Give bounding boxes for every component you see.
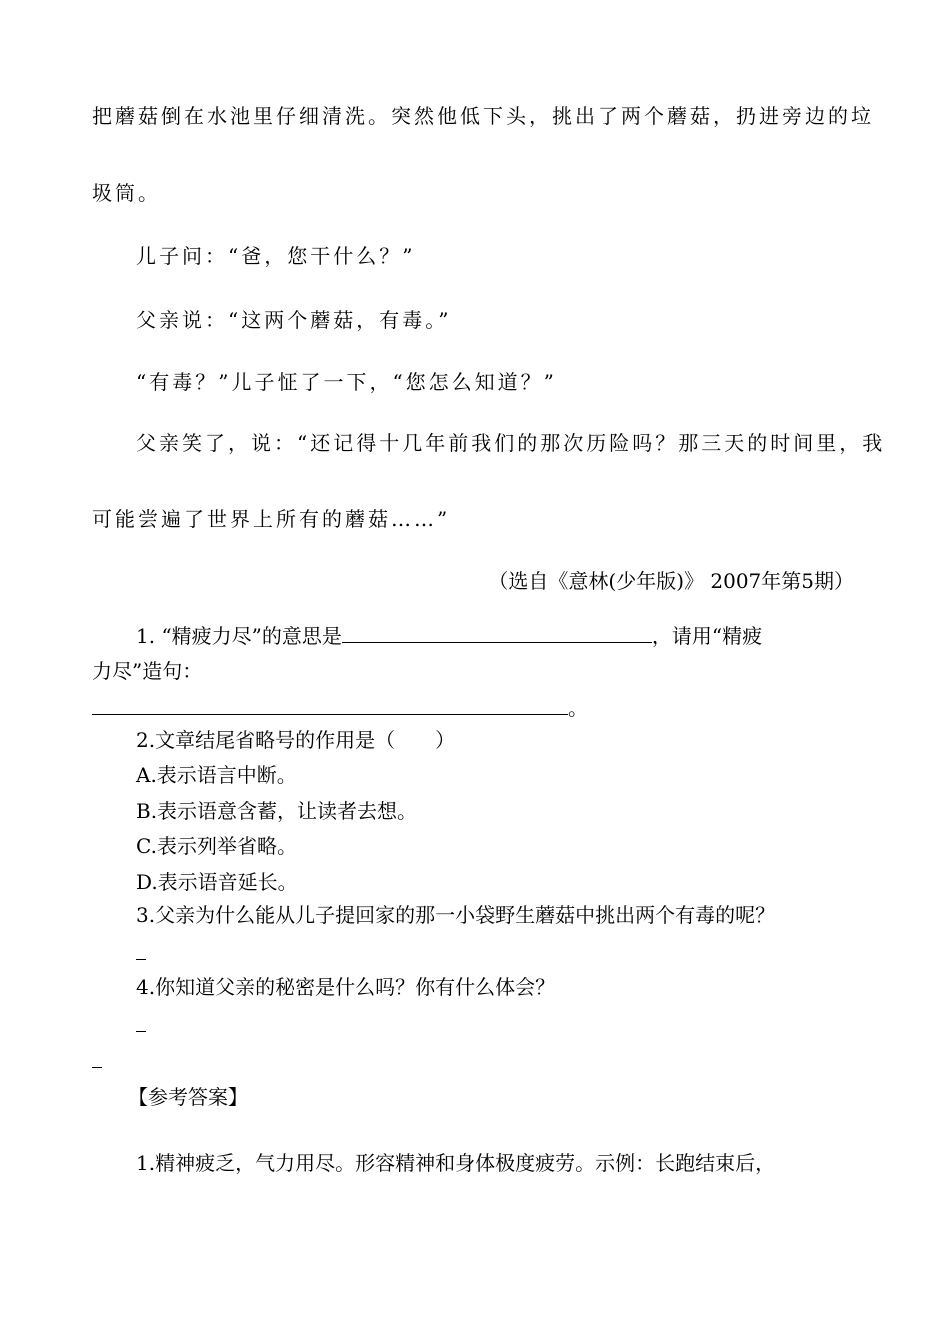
- question-1: [136, 620, 762, 651]
- question-1-continued: 力尽”造句：: [92, 659, 203, 683]
- story-line: 把蘑菇倒在水池里仔细清洗。突然他低下头，挑出了两个蘑菇，扔进旁边的垃: [92, 104, 874, 128]
- answer-blank[interactable]: [136, 1031, 146, 1032]
- answer-blank[interactable]: [342, 620, 652, 643]
- dialog-line: 儿子问：“爸，您干什么？”: [136, 244, 416, 268]
- story-line: 圾筒。: [92, 181, 161, 205]
- dialog-line: 可能尝遍了世界上所有的蘑菇……”: [92, 507, 451, 531]
- option-b: B.表示语意含蓄，让读者去想。: [136, 799, 418, 823]
- dialog-line: 父亲笑了，说：“还记得十几年前我们的那次历险吗？那三天的时间里，我: [136, 431, 886, 455]
- question-1-text: 1. “精疲力尽”的意思是: [136, 624, 342, 648]
- answer-1: 1.精神疲乏，气力用尽。形容精神和身体极度疲劳。示例：长跑结束后，: [136, 1151, 776, 1175]
- answer-blank[interactable]: [136, 959, 146, 960]
- period: 。: [568, 696, 588, 720]
- answers-heading: 【参考答案】: [128, 1085, 248, 1109]
- answer-blank[interactable]: [92, 1067, 102, 1068]
- question-3: 3.父亲为什么能从儿子提回家的那一小袋野生蘑菇中挑出两个有毒的呢？: [136, 903, 776, 927]
- question-1-text: ，请用“精疲: [651, 624, 763, 648]
- question-2: 2.文章结尾省略号的作用是（ ）: [136, 728, 456, 752]
- answer-blank[interactable]: [92, 692, 568, 715]
- source-citation: （选自《意林(少年版)》 2007年第5期）: [488, 569, 854, 593]
- option-c: C.表示列举省略。: [136, 834, 297, 858]
- option-d: D.表示语音延长。: [136, 870, 298, 894]
- option-a: A.表示语言中断。: [136, 763, 297, 787]
- sentence-line: [92, 692, 588, 723]
- question-4: 4.你知道父亲的秘密是什么吗？你有什么体会？: [136, 975, 556, 999]
- dialog-line: 父亲说：“这两个蘑菇，有毒。”: [136, 308, 452, 332]
- dialog-line: “有毒？”儿子怔了一下，“您怎么知道？”: [136, 370, 557, 394]
